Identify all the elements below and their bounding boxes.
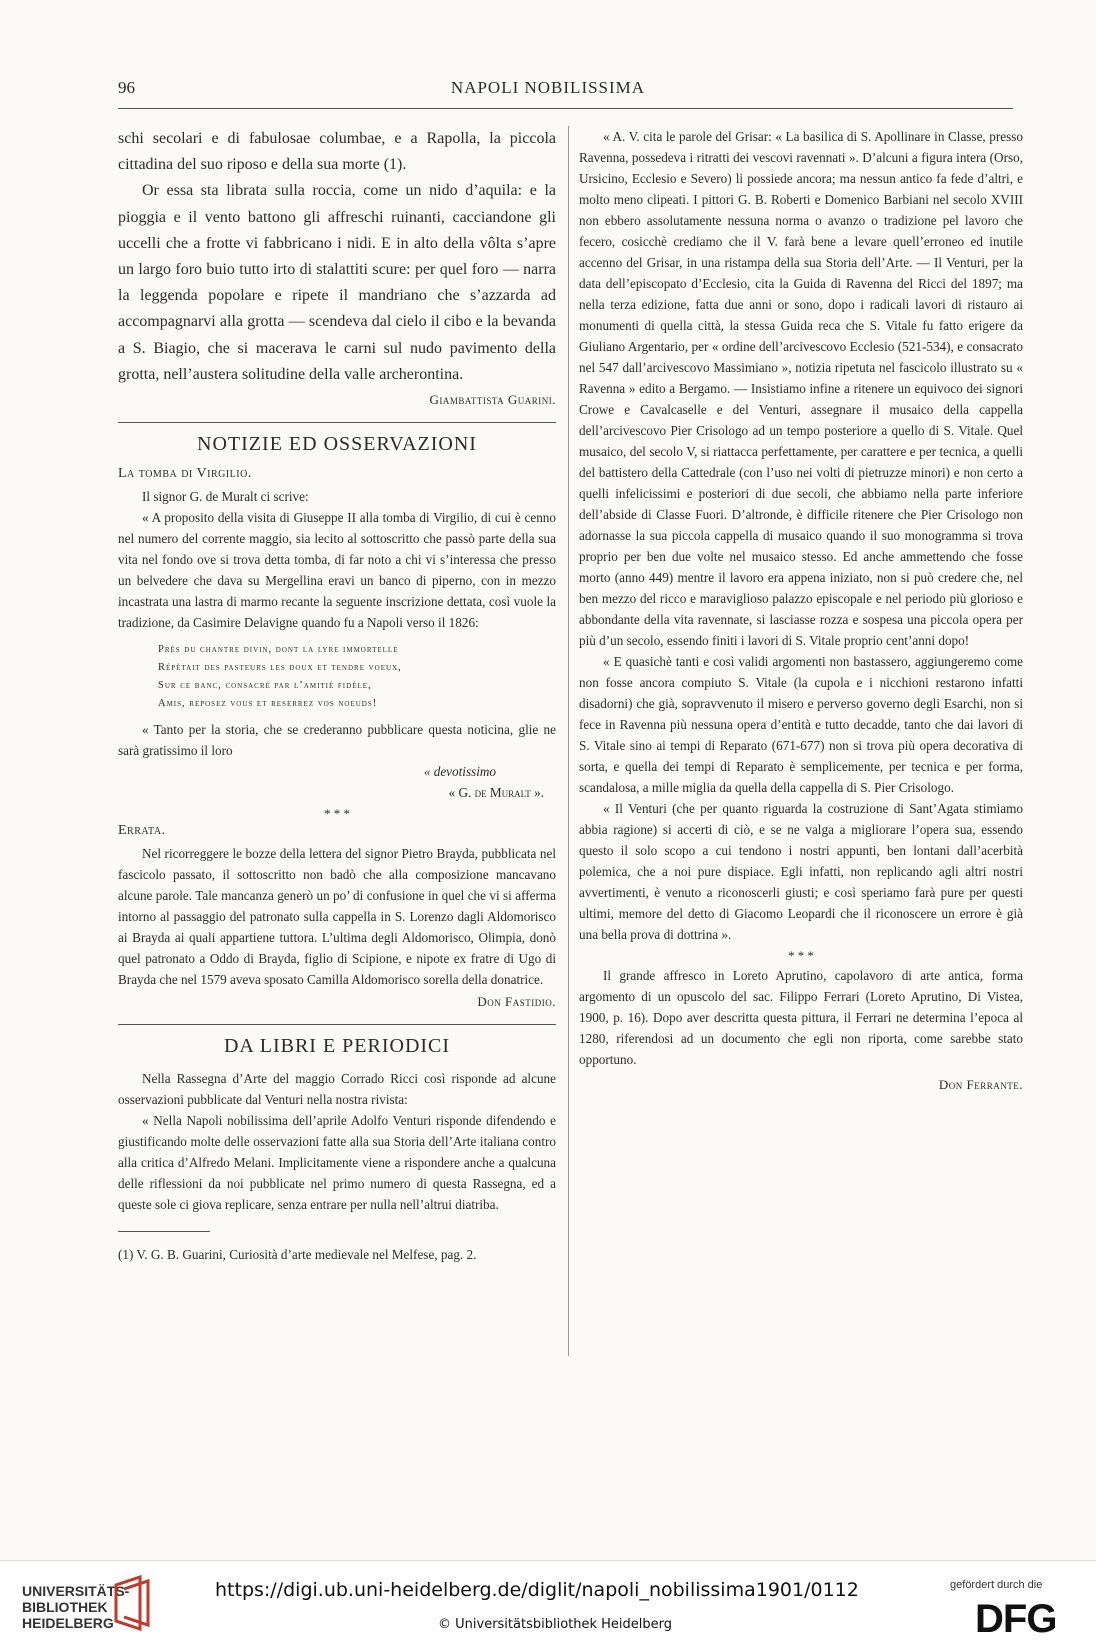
library-logo-icon[interactable] [110,1575,154,1631]
closing-devotissimo: « devotissimo [423,764,496,780]
subheading-errata: Errata. [118,823,166,839]
subheading-virgilio: La tomba di Virgilio. [118,466,252,482]
library-logo-text[interactable]: UNIVERSITÄTS- BIBLIOTHEK HEIDELBERG [22,1583,130,1631]
verse-line: Sur ce banc, consacré par l’amitié fidèle, [158,680,372,692]
column-divider [568,126,569,1356]
signature-guarini: Giambattista Guarini. [429,392,556,408]
section-rule [118,422,556,423]
running-title: NAPOLI NOBILISSIMA [450,78,646,97]
intro-paragraph-2: Or essa sta librata sulla roccia, come un nido d’aquila: e la pioggia e il vento battono gli affreschi ruinanti, cacciandone gli uccelli che a frotte vi fabbricano i nidi. E in alto della vôlta s’apre un largo foro buio tutto irto di stalattiti scure: per quel foro — narra la leggenda popolare e ripete il mandriano che s’azzarda ad accompagnarvi alla grotta — scendeva dal cielo il cibo e la bevanda a S. Biagio, che si macerava le carni sul nudo pavimento della grotta, nell’austera solitudine della valle archerontina. [118,182,556,383]
header-rule [118,108,1013,109]
section-rule [118,1024,556,1025]
verse-line: Répètait des pasteurs les doux et tendre voeux, [158,662,402,674]
permalink-url[interactable]: https://digi.ub.uni-heidelberg.de/diglit/napoli_nobilissima1901/0112 [215,1579,859,1601]
inscription-verse [158,641,556,713]
right-column [579,126,1023,1095]
closing-muralt: « G. de Muralt ». [448,785,544,801]
footnote-rule [118,1231,210,1232]
paragraph-rassegna: Nella Rassegna d’Arte del maggio Corrado Ricci così risponde ad alcune osservazioni pubblicate dal Venturi nella nostra rivista: [118,1071,556,1108]
signature-fastidio: Don Fastidio. [477,994,556,1010]
signature-ferrante: Don Ferrante. [938,1077,1023,1092]
copyright-notice: © Universitätsbibliothek Heidelberg [438,1617,673,1632]
paragraph-ricci: « Nella Napoli nobilissima dell’aprile Adolfo Venturi risponde difendendo e giustificando molte delle osservazioni fatte alla sua Storia dell’Arte italiana contro alla critica d’Alfredo Melani. Implicitamente viene a rispondere anche a qualcuna delle riflessioni da noi pubblicate nel primo numero di questa Rassegna, ed a queste sole ci giova replicare, senza entrare per nulla nell’altrui diatriba. [118,1113,556,1213]
notizie-body [118,466,556,1265]
left-column [118,126,556,1265]
footnote: (1) V. G. B. Guarini, Curiosità d’arte medievale nel Melfese, pag. 2. [118,1247,477,1263]
dfg-logo[interactable]: DFG [975,1597,1057,1641]
paragraph-errata: Nel ricorreggere le bozze della lettera del signor Pietro Brayda, pubblicata nel fascicolo passato, il sottoscritto non badò che alla composizione mancavano alcune parole. Tale mancanza generò un po’ di confusione in quel che vi si afferma intorno al passaggio del patronato sulla cappella in S. Lorenzo dagli Aldomorisco ai Brayda ai quali appartiene tuttora. L’ultima degli Aldomorisco, Olimpia, donò quel patronato a Oddo di Brayda, figlio di Scipione, e nipote ex fratre di Ugo di Brayda che nel 1579 aveva sposato Camilla Aldomorisco sorella della donatrice. [118,846,556,988]
paragraph-loreto: Il grande affresco in Loreto Aprutino, capolavoro di arte antica, forma argomento di un opuscolo del sac. Filippo Ferrari (Loreto Aprutino, Di Vistea, 1900, p. 16). Dopo aver descritta questa pittura, il Ferrari ne determina l’epoca al 1280, riferendosi ad un documento che egli non riporta, come sarebbe stato opportuno. [579,968,1023,1067]
verse-line: Amis, reposez vous et reserrez vos noeuds! [158,698,378,710]
intro-paragraph-1: schi secolari e di fabulosae columbae, e a Rapolla, la piccola cittadina del suo riposo e della sua morte (1). [118,130,556,174]
paragraph-esarchi: « E quasichè tanti e così validi argomenti non bastassero, aggiungeremo come non fosse ancora compiuto S. Vitale (la cupola e i nicchioni restarono infatti disadorni) che già, sopravvenuto il misero e perverso governo degli Esarchi, non si fece in Ravenna più nessuna opera d’entità e tutto decadde, tanto che dai lavori di S. Vitale sino ai tempi di Reparato (671-677) non si trova più opera decorativa di sorta, e quella dei tempi di Reparato è semplicemente, per tecnica e per forma, scandalosa, a mille miglia da quella della cappella di S. Pier Crisologo. [579,654,1023,795]
funding-label: gefördert durch die [950,1579,1043,1591]
section-title-libri: DA LIBRI E PERIODICI [223,1035,451,1058]
asterism: * * * [324,806,350,822]
paragraph-muralt-intro: Il signor G. de Muralt ci scrive: [142,489,309,505]
paragraph-muralt-letter: « A proposito della visita di Giuseppe II alla tomba di Virgilio, di cui è cenno nel numero del corrente maggio, sia lecito al sottoscritto che passò parte della sua vita nel fondo ove si trova detta tomba, di far noto a chi vi s’interessa che presso un belvedere che dava su Mergellina eravi un banco di piperno, con in mezzo incastrata una lastra di marmo recante la seguente inscrizione dettata, così vuole la tradizione, da Casimire Delavigne quando fu a Napoli verso il 1826: [118,510,556,631]
section-title-notizie: NOTIZIE ED OSSERVAZIONI [197,433,477,456]
intro-text [118,126,556,388]
asterism: * * * [788,948,814,963]
paragraph-muralt-close: « Tanto per la storia, che se crederanno pubblicare questa noticina, glie ne sarà gratissimo il loro [118,722,556,759]
verse-line: Près du chantre divin, dont la lyre immortelle [158,644,399,656]
page-number: 96 [118,78,135,97]
paragraph-grisar: « A. V. cita le parole del Grisar: « La basilica di S. Apollinare in Classe, presso Ravenna, possedeva i ritratti dei vescovi ravennati ». D’alcuni a figura intera (Orso, Ursicino, Ecclesio e Severo) li possiede ancora; ma nessun antico fa fede d’altri, e molto meno clipeati. I pittori G. B. Roberti e Domenico Barbiani nel secolo XVIII non ebbero assolutamente nessuna norma o avanzo o tradizione pel lavoro che fecero, cosicchè crediamo che il V. farà bene a levare quell’erroneo ed inutile accenno del Grisar, in una ristampa della sua Storia dell’Arte. — Il Venturi, per la data dell’episcopato d’Ecclesio, cita la Guida di Ravenna del Ricci del 1897; ma nella terza edizione, fatta due anni or sono, dopo i radicali lavori di ristauro ai monumenti di quella città, la stessa Guida reca che S. Vitale fu fatto erigere da Giuliano Argentario, per « ordine dell’arcivescovo Ecclesio (521-534), e consacrato nel 547 dall’arcivescovo Massimiano », notizia ripetuta nel fascicolo illustrato su « Ravenna » edito a Bergamo. — Insistiamo infine a ritenere un equivoco dei signori Crowe e Cavalcaselle e del Venturi, assegnare il musaico della cappella dell’arcivescovo Pier Crisologo ad un tempo posteriore a quello di S. Vitale. Quel musaico, del secolo V, si riattacca perfettamente, per carattere e per tecnica, a quelli del battistero della Cattedrale (con l’uso nei volti di pietruzze minori) e non certo a quelli infelicissimi e posteriori di due secoli, che abbiamo nella parte inferiore dell’abside di Classe Fuori. D’altronde, è difficile ritenere che Pier Crisologo non adornasse la sua piccola cappella di musaico quando il suo monogramma si trova proprio per ben due volte nel musaico stesso. Ed anche ammettendo che fosse morto (anno 449) mentre il lavoro era appena iniziato, non si può credere che, nel ben mezzo del ricco e maraviglioso palazzo episcopale e nel periodo più glorioso e abbondante della vita ravennate, si lasciasse rozza e sospesa una piccola opera per più d’un secolo, essendo finiti i lavori di S. Vitale proprio cent’anni dopo! [579,129,1023,648]
paragraph-venturi: « Il Venturi (che per quanto riguarda la costruzione di Sant’Agata stimiamo abbia ragione) si accerti di ciò, e se ne valga a migliorare l’opera sua, essendo questo il solo scopo a cui tendono i nostri appunti, ben lontani dall’acerbità polemica, che a noi pure dispiace. Egli infatti, non replicando agli altri nostri avvertimenti, è venuto a riconoscerli giusti; e così speriamo farà pure per questi ultimi, memore del detto di Giacomo Leopardi che il riconoscere un errore è già una bella prova di dottrina ». [579,801,1023,942]
viewer-footer [0,1560,1096,1652]
